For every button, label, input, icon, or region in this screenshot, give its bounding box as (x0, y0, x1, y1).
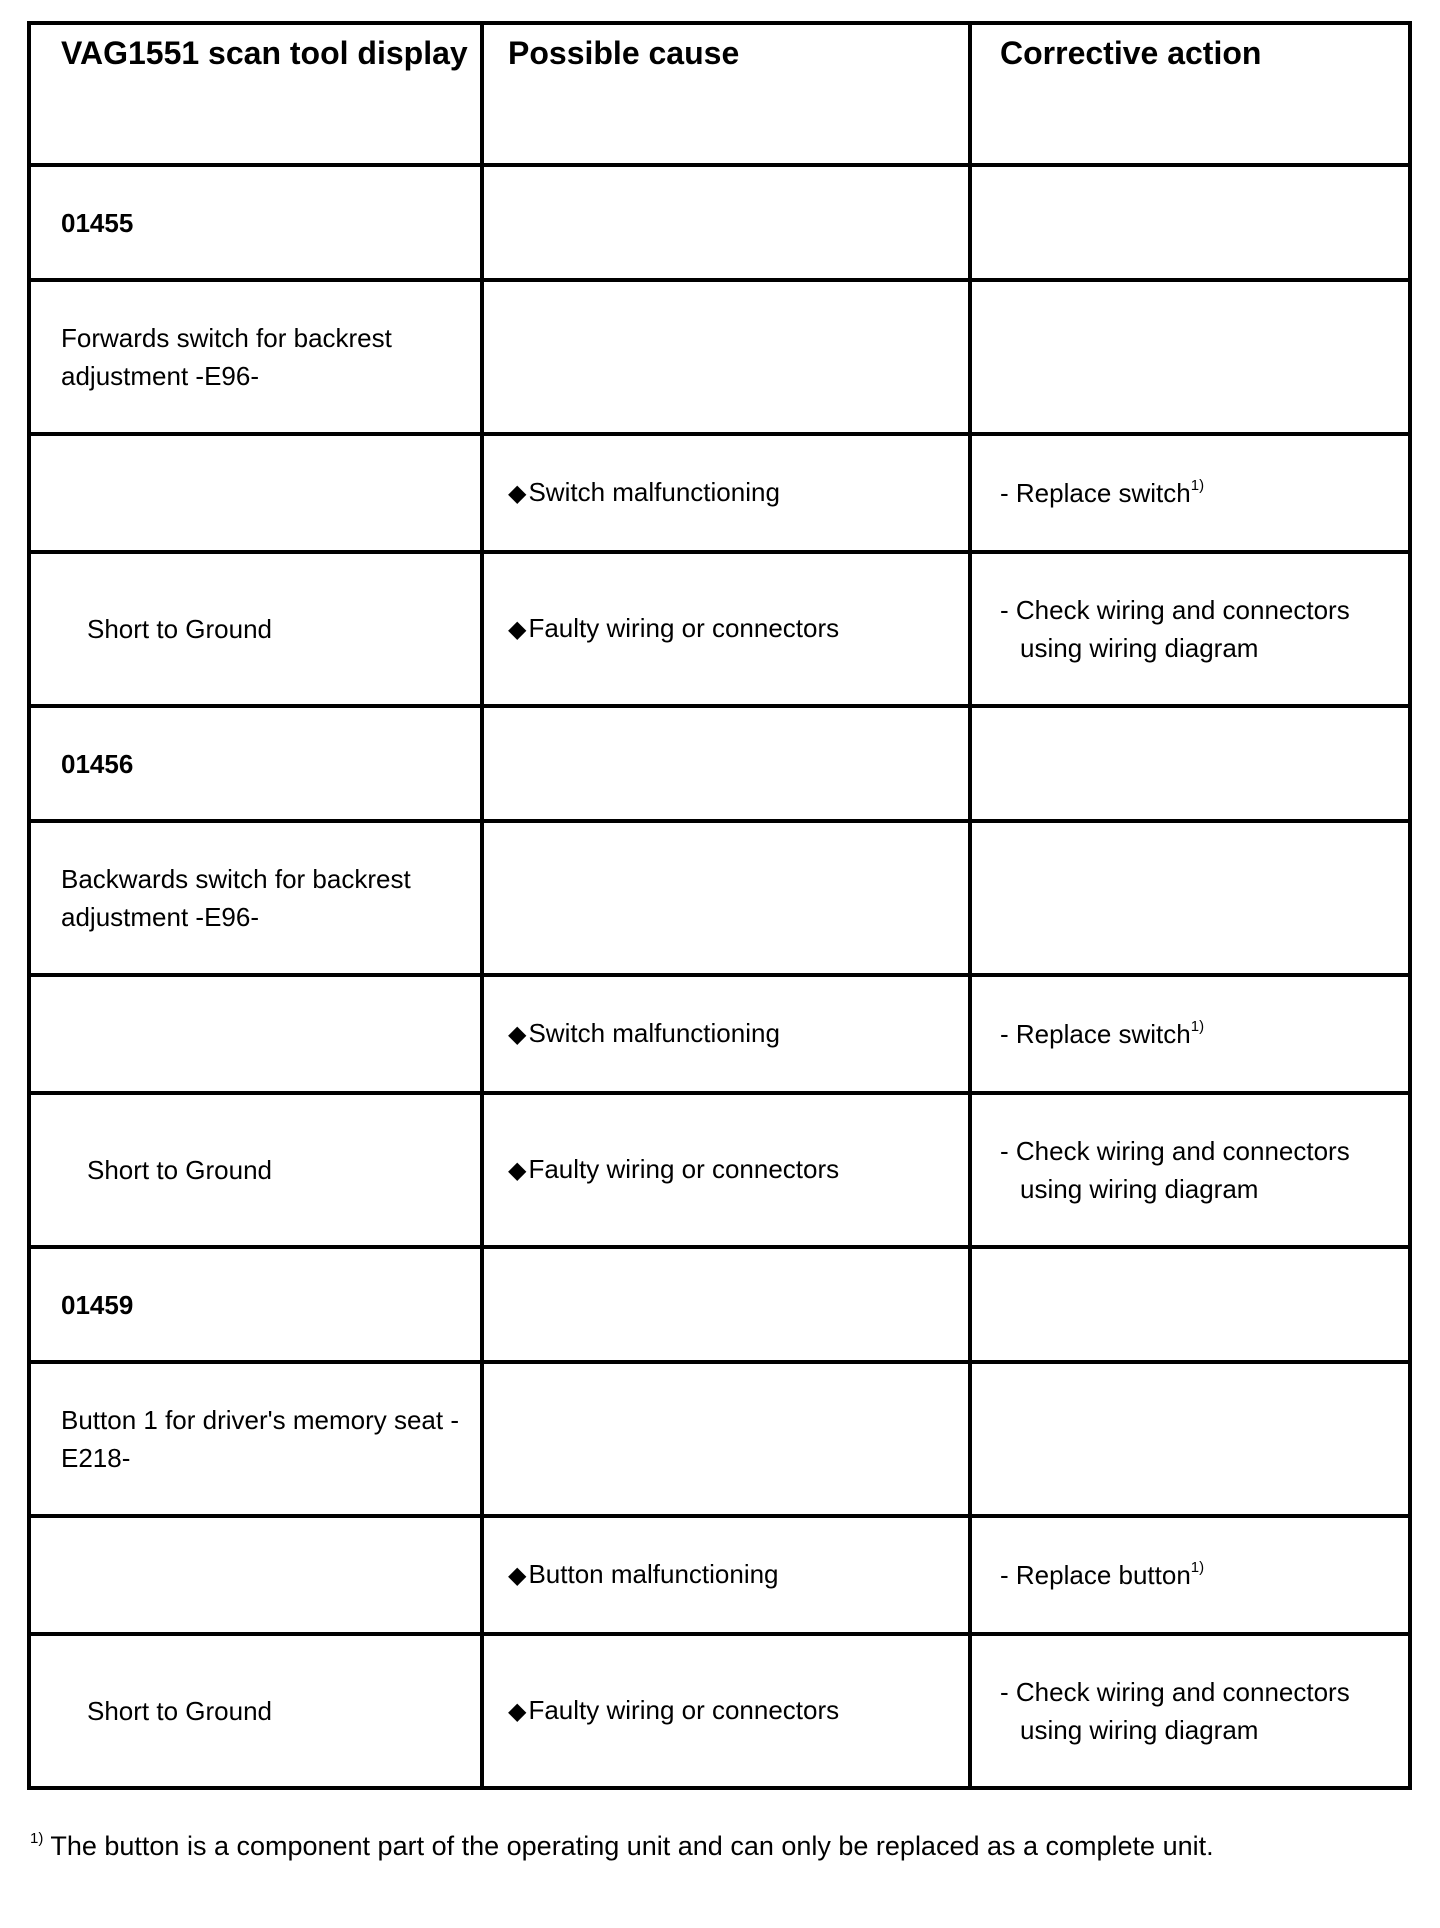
possible-cause-text: Button malfunctioning (528, 1559, 779, 1589)
possible-cause-text: Switch malfunctioning (528, 477, 780, 507)
corrective-action-text: - Replace switch (1000, 478, 1191, 508)
corrective-action-cell (970, 1362, 1410, 1516)
scan-tool-display-text: Backwards switch for backrest adjustment -E96- (61, 864, 411, 932)
footnote-reference: 1) (1190, 477, 1205, 494)
fault-code-table (27, 21, 1412, 1790)
diamond-bullet-icon: ◆ (508, 1157, 527, 1184)
corrective-action-cell (970, 1247, 1410, 1362)
scan-tool-display-cell (29, 1516, 482, 1634)
corrective-action-text: - Check wiring and connectors (1000, 595, 1350, 625)
possible-cause-cell (482, 1634, 970, 1788)
diamond-bullet-icon: ◆ (508, 1698, 527, 1725)
scan-tool-display-cell (29, 706, 482, 821)
scan-tool-display-text: 01455 (61, 207, 134, 238)
corrective-action-cell (970, 280, 1410, 434)
table-row (29, 1634, 1410, 1788)
scan-tool-display-text: Short to Ground (87, 1155, 272, 1185)
scan-tool-display-cell (29, 1247, 482, 1362)
corrective-action-text: - Replace switch (1000, 1019, 1191, 1049)
footnote-reference: 1) (1190, 1559, 1205, 1576)
table-row (29, 552, 1410, 706)
table-header-row (29, 23, 1410, 165)
corrective-action-text: - Check wiring and connectors (1000, 1677, 1350, 1707)
scan-tool-display-cell (29, 552, 482, 706)
scan-tool-display-text: Short to Ground (87, 1696, 272, 1726)
possible-cause-cell (482, 706, 970, 821)
table-row (29, 434, 1410, 552)
corrective-action-text: - Replace button (1000, 1560, 1191, 1590)
table-row (29, 1516, 1410, 1634)
diamond-bullet-icon: ◆ (508, 480, 527, 507)
corrective-action-cell (970, 821, 1410, 975)
corrective-action-text-continued: using wiring diagram (1020, 1715, 1259, 1745)
possible-cause-cell (482, 434, 970, 552)
scan-tool-display-text: 01459 (61, 1289, 134, 1320)
table-row (29, 706, 1410, 821)
table-row (29, 280, 1410, 434)
footnote-text: The button is a component part of the operating unit and can only be replaced as a complete unit. (43, 1831, 1214, 1861)
possible-cause-cell (482, 552, 970, 706)
corrective-action-cell (970, 165, 1410, 280)
footnote (30, 1828, 1370, 1865)
table-row (29, 975, 1410, 1093)
scan-tool-display-cell (29, 165, 482, 280)
scan-tool-display-text: 01456 (61, 748, 134, 779)
possible-cause-cell (482, 1093, 970, 1247)
table-row (29, 1247, 1410, 1362)
possible-cause-cell (482, 165, 970, 280)
scan-tool-display-text: Short to Ground (87, 614, 272, 644)
corrective-action-text: - Check wiring and connectors (1000, 1136, 1350, 1166)
footnote-marker: 1) (30, 1830, 44, 1847)
corrective-action-cell (970, 1093, 1410, 1247)
diamond-bullet-icon: ◆ (508, 1021, 527, 1048)
header-scan-tool-display: VAG1551 scan tool display (29, 23, 482, 165)
scan-tool-display-text: Forwards switch for backrest adjustment -E96- (61, 323, 392, 391)
scan-tool-display-text: Button 1 for driver's memory seat -E218- (61, 1405, 459, 1473)
header-corrective-action: Corrective action (970, 23, 1410, 165)
corrective-action-cell (970, 706, 1410, 821)
possible-cause-cell (482, 280, 970, 434)
scan-tool-display-cell (29, 434, 482, 552)
diamond-bullet-icon: ◆ (508, 616, 527, 643)
possible-cause-cell (482, 1516, 970, 1634)
possible-cause-text: Faulty wiring or connectors (528, 1154, 840, 1184)
table-row (29, 1362, 1410, 1516)
possible-cause-text: Faulty wiring or connectors (528, 1695, 840, 1725)
table-row (29, 165, 1410, 280)
table-row (29, 1093, 1410, 1247)
corrective-action-text-continued: using wiring diagram (1020, 1174, 1259, 1204)
possible-cause-cell (482, 1362, 970, 1516)
scan-tool-display-cell (29, 821, 482, 975)
corrective-action-text-continued: using wiring diagram (1020, 633, 1259, 663)
possible-cause-text: Switch malfunctioning (528, 1018, 780, 1048)
corrective-action-cell (970, 1516, 1410, 1634)
corrective-action-cell (970, 552, 1410, 706)
header-possible-cause: Possible cause (482, 23, 970, 165)
possible-cause-cell (482, 1247, 970, 1362)
footnote-reference: 1) (1190, 1018, 1205, 1035)
corrective-action-cell (970, 1634, 1410, 1788)
possible-cause-cell (482, 975, 970, 1093)
possible-cause-cell (482, 821, 970, 975)
corrective-action-cell (970, 975, 1410, 1093)
scan-tool-display-cell (29, 975, 482, 1093)
scan-tool-display-cell (29, 1362, 482, 1516)
possible-cause-text: Faulty wiring or connectors (528, 613, 840, 643)
scan-tool-display-cell (29, 1634, 482, 1788)
scan-tool-display-cell (29, 1093, 482, 1247)
table-row (29, 821, 1410, 975)
scan-tool-display-cell (29, 280, 482, 434)
diamond-bullet-icon: ◆ (508, 1562, 527, 1589)
corrective-action-cell (970, 434, 1410, 552)
